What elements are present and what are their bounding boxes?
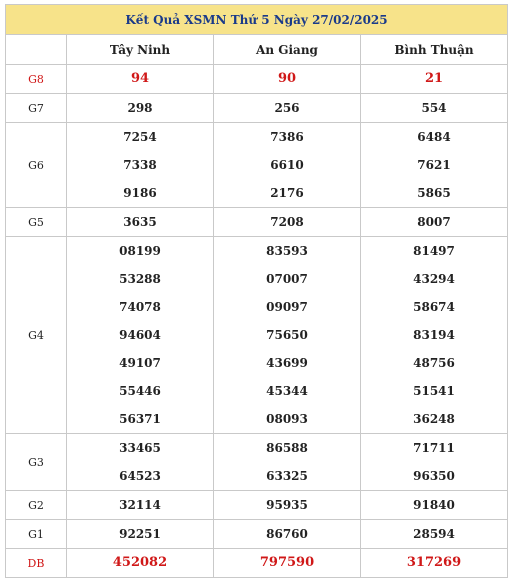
- result-cell: [67, 94, 214, 123]
- result-cell: [67, 123, 214, 208]
- prize-label: G4: [6, 237, 67, 434]
- result-number: 797590: [259, 555, 315, 570]
- result-cell: [67, 65, 214, 94]
- table-row: [6, 123, 508, 208]
- column-header-province-2: An Giang: [214, 35, 361, 65]
- result-cell: [214, 94, 361, 123]
- result-number: 3635: [123, 215, 157, 229]
- result-cell: [67, 208, 214, 237]
- result-number: 53288: [119, 272, 161, 286]
- prize-label: G3: [6, 434, 67, 491]
- result-number: 45344: [266, 384, 308, 398]
- result-number: 8007: [417, 215, 451, 229]
- results-container: [5, 4, 507, 578]
- result-number: 28594: [413, 527, 455, 541]
- results-body: [6, 65, 508, 578]
- result-number: 554: [421, 101, 447, 115]
- result-number: 452082: [112, 555, 168, 570]
- result-number: 08199: [119, 244, 161, 258]
- result-number: 86760: [266, 527, 308, 541]
- result-number: 36248: [413, 412, 455, 426]
- column-header-prize: [6, 35, 67, 65]
- result-number: 94604: [119, 328, 161, 342]
- result-cell: [67, 237, 214, 434]
- result-cell: [361, 491, 508, 520]
- column-header-row: [6, 35, 508, 65]
- result-number: 09097: [266, 300, 308, 314]
- result-number: 49107: [119, 356, 161, 370]
- result-number: 94: [130, 71, 150, 86]
- result-number: 71711: [413, 441, 455, 455]
- result-cell: [214, 549, 361, 578]
- result-cell: [214, 434, 361, 491]
- result-cell: [67, 491, 214, 520]
- result-number: 55446: [119, 384, 161, 398]
- result-cell: [214, 520, 361, 549]
- prize-label: G5: [6, 208, 67, 237]
- result-cell: [361, 94, 508, 123]
- result-number: 33465: [119, 441, 161, 455]
- results-title: Kết Quả XSMN Thứ 5 Ngày 27/02/2025: [6, 5, 508, 35]
- result-number: 2176: [270, 186, 304, 200]
- prize-label: G7: [6, 94, 67, 123]
- result-cell: [361, 208, 508, 237]
- prize-label: G8: [6, 65, 67, 94]
- result-number: 83593: [266, 244, 308, 258]
- table-row: [6, 549, 508, 578]
- column-header-province-3: Bình Thuận: [361, 35, 508, 65]
- result-number: 64523: [119, 469, 161, 483]
- result-number: 07007: [266, 272, 308, 286]
- table-row: [6, 208, 508, 237]
- result-number: 96350: [413, 469, 455, 483]
- table-row: [6, 237, 508, 434]
- prize-label: G2: [6, 491, 67, 520]
- table-row: [6, 434, 508, 491]
- result-number: 08093: [266, 412, 308, 426]
- prize-label: G6: [6, 123, 67, 208]
- result-number: 58674: [413, 300, 455, 314]
- column-header-province-1: Tây Ninh: [67, 35, 214, 65]
- lottery-results-table: [5, 4, 508, 578]
- result-number: 63325: [266, 469, 308, 483]
- result-number: 7621: [417, 158, 451, 172]
- result-number: 92251: [119, 527, 161, 541]
- result-number: 298: [127, 101, 153, 115]
- prize-label: G1: [6, 520, 67, 549]
- result-number: 21: [424, 71, 444, 86]
- result-number: 5865: [417, 186, 451, 200]
- result-number: 95935: [266, 498, 308, 512]
- result-cell: [361, 434, 508, 491]
- result-number: 7208: [270, 215, 304, 229]
- result-number: 74078: [119, 300, 161, 314]
- result-number: 86588: [266, 441, 308, 455]
- table-row: [6, 65, 508, 94]
- result-number: 7386: [270, 130, 304, 144]
- result-cell: [214, 491, 361, 520]
- result-cell: [361, 549, 508, 578]
- result-cell: [361, 237, 508, 434]
- result-number: 9186: [123, 186, 157, 200]
- result-cell: [214, 208, 361, 237]
- result-number: 48756: [413, 356, 455, 370]
- table-row: [6, 520, 508, 549]
- result-number: 43294: [413, 272, 455, 286]
- result-number: 90: [277, 71, 297, 86]
- prize-label: DB: [6, 549, 67, 578]
- result-number: 81497: [413, 244, 455, 258]
- result-number: 56371: [119, 412, 161, 426]
- result-number: 7338: [123, 158, 157, 172]
- result-number: 32114: [119, 498, 161, 512]
- result-cell: [361, 520, 508, 549]
- result-number: 317269: [406, 555, 462, 570]
- result-number: 7254: [123, 130, 157, 144]
- result-cell: [67, 520, 214, 549]
- result-cell: [214, 65, 361, 94]
- result-cell: [67, 434, 214, 491]
- result-cell: [361, 65, 508, 94]
- table-row: [6, 94, 508, 123]
- result-number: 256: [274, 101, 300, 115]
- result-number: 6484: [417, 130, 451, 144]
- result-cell: [67, 549, 214, 578]
- table-row: [6, 491, 508, 520]
- result-number: 51541: [413, 384, 455, 398]
- result-number: 75650: [266, 328, 308, 342]
- result-number: 91840: [413, 498, 455, 512]
- result-number: 83194: [413, 328, 455, 342]
- result-cell: [361, 123, 508, 208]
- result-number: 43699: [266, 356, 308, 370]
- result-cell: [214, 237, 361, 434]
- result-number: 6610: [270, 158, 304, 172]
- result-cell: [214, 123, 361, 208]
